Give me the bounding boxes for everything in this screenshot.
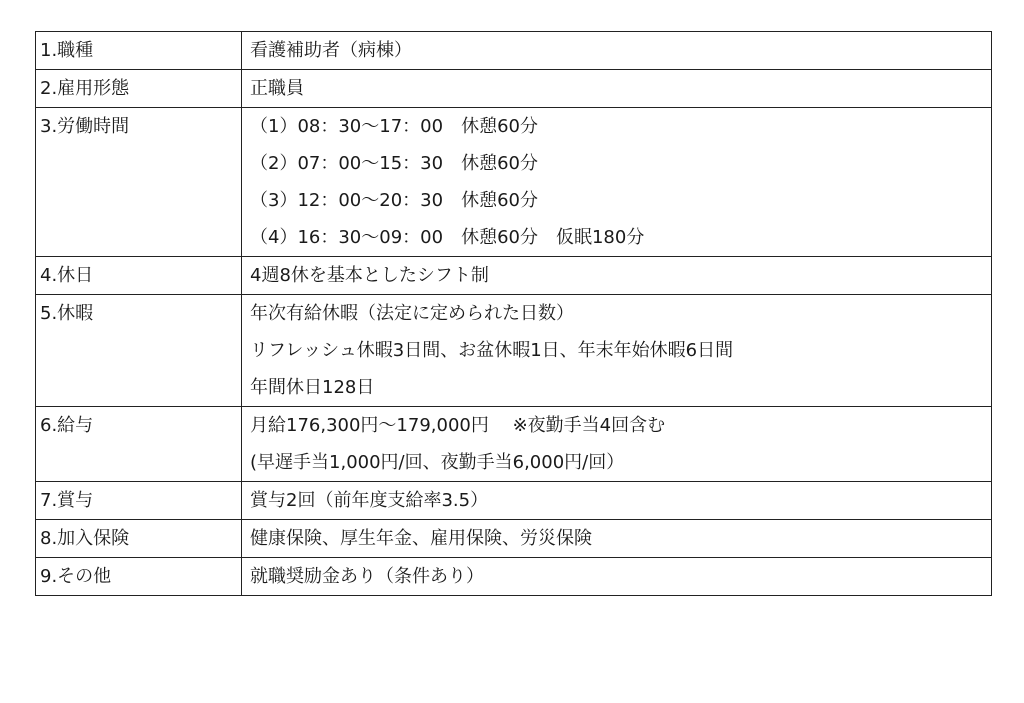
row-value-line: 年次有給休暇（法定に定められた日数）: [250, 303, 574, 324]
row-label-cell: [36, 407, 242, 482]
table-row: [36, 407, 992, 482]
row-value-line: （4）16：30〜09：00 休憩60分 仮眠180分: [250, 227, 645, 248]
row-label: 5.休暇: [40, 303, 94, 324]
row-label-cell: [36, 70, 242, 108]
row-label-cell: [36, 257, 242, 295]
row-label: 1.職種: [40, 40, 94, 61]
row-value-cell: [242, 32, 992, 70]
row-value-line: 4週8休を基本としたシフト制: [250, 265, 489, 286]
row-value-cell: [242, 70, 992, 108]
row-label-cell: [36, 108, 242, 257]
table-row: [36, 295, 992, 407]
employment-conditions-table: [35, 31, 992, 596]
row-value-line: （1）08：30〜17：00 休憩60分: [250, 116, 538, 137]
row-value-cell: [242, 407, 992, 482]
row-value-line: （3）12：00〜20：30 休憩60分: [250, 190, 538, 211]
table-row: [36, 520, 992, 558]
row-label: 9.その他: [40, 566, 112, 587]
table-row: [36, 257, 992, 295]
row-label-cell: [36, 558, 242, 596]
row-value-line: 月給176,300円〜179,000円 ※夜勤手当4回含む: [250, 415, 666, 436]
row-label-cell: [36, 32, 242, 70]
row-label: 2.雇用形態: [40, 78, 130, 99]
row-value-line: 賞与2回（前年度支給率3.5）: [250, 490, 489, 511]
row-label: 3.労働時間: [40, 116, 130, 137]
row-value-line: リフレッシュ休暇3日間、お盆休暇1日、年末年始休暇6日間: [250, 340, 734, 361]
row-value-line: 健康保険、厚生年金、雇用保険、労災保険: [250, 528, 592, 549]
row-value-cell: [242, 295, 992, 407]
row-value-cell: [242, 482, 992, 520]
row-value-line: 年間休日128日: [250, 377, 375, 398]
row-value-line: 看護補助者（病棟）: [250, 40, 412, 61]
table-row: [36, 482, 992, 520]
row-label-cell: [36, 295, 242, 407]
table-row: [36, 108, 992, 257]
table-row: [36, 70, 992, 108]
row-value-cell: [242, 520, 992, 558]
table-row: [36, 32, 992, 70]
row-label-cell: [36, 520, 242, 558]
row-label: 6.給与: [40, 415, 94, 436]
row-value-line: (早遅手当1,000円/回、夜勤手当6,000円/回）: [250, 452, 625, 473]
row-value-cell: [242, 108, 992, 257]
table-row: [36, 558, 992, 596]
row-value-cell: [242, 558, 992, 596]
row-value-cell: [242, 257, 992, 295]
row-value-line: （2）07：00〜15：30 休憩60分: [250, 153, 538, 174]
row-label: 8.加入保険: [40, 528, 130, 549]
row-label: 4.休日: [40, 265, 94, 286]
row-label: 7.賞与: [40, 490, 94, 511]
row-label-cell: [36, 482, 242, 520]
row-value-line: 就職奨励金あり（条件あり）: [250, 566, 484, 587]
row-value-line: 正職員: [250, 78, 304, 99]
